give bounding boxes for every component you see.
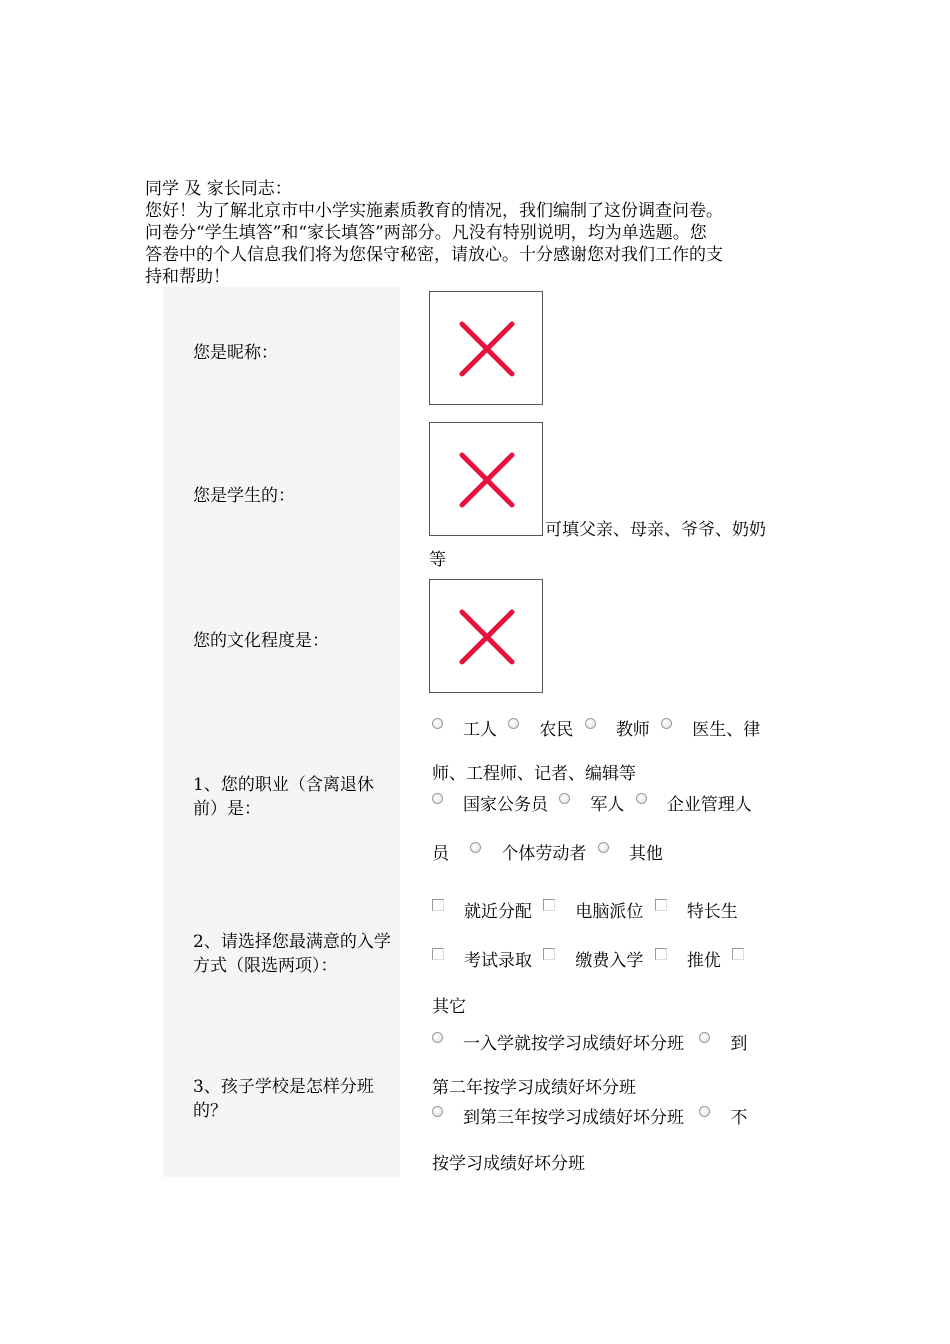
- q2-checkbox[interactable]: [543, 899, 555, 911]
- q3-option-label: 按学习成绩好坏分班: [432, 1154, 585, 1174]
- broken-image-icon: [459, 321, 515, 377]
- q2-options: [432, 897, 802, 1017]
- q3-option-label: 到第三年按学习成绩好坏分班: [463, 1108, 684, 1128]
- intro-line: 您好！为了解北京市中小学实施素质教育的情况，我们编制了这份调查问卷。: [145, 201, 723, 221]
- q1-option-label: 个体劳动者: [501, 844, 587, 864]
- q1-option-label: 国家公务员: [463, 795, 548, 815]
- q2-checkbox[interactable]: [432, 899, 444, 911]
- q3-radio[interactable]: [699, 1106, 710, 1117]
- q1-option-label: 农民: [539, 720, 574, 740]
- q1-option-label: 其他: [628, 844, 663, 864]
- q1-radio[interactable]: [661, 718, 672, 729]
- q2-option-label: 考试录取: [464, 951, 532, 971]
- q3-option-label: 第二年按学习成绩好坏分班: [432, 1078, 636, 1098]
- q2-checkbox[interactable]: [432, 948, 444, 960]
- q1-option-label: 企业管理人: [666, 795, 752, 815]
- q2-option-label: 其它: [432, 997, 466, 1017]
- q3-option-label: 不: [730, 1108, 748, 1128]
- broken-image-icon: [459, 452, 515, 508]
- q2-option-label: 特长生: [686, 902, 738, 922]
- q1-options: [432, 715, 802, 865]
- intro-line: 问卷分“学生填答”和“家长填答”两部分。凡没有特别说明，均为单选题。您: [145, 223, 707, 243]
- q2-checkbox[interactable]: [732, 948, 744, 960]
- q1-option-label: 师、工程师、记者、编辑等: [432, 764, 636, 784]
- intro-line: 持和帮助！: [145, 267, 230, 287]
- q1-radio[interactable]: [432, 793, 443, 804]
- q2-option-label: 就近分配: [464, 902, 532, 922]
- intro-line: 答卷中的个人信息我们将为您保守秘密，请放心。十分感谢您对我们工作的支: [145, 245, 723, 265]
- q2-checkbox[interactable]: [655, 899, 667, 911]
- q1-radio[interactable]: [470, 842, 481, 853]
- q3-radio[interactable]: [432, 1032, 443, 1043]
- education-input[interactable]: [429, 579, 543, 693]
- q1-option-label: 医生、律: [692, 720, 761, 740]
- q1-radio[interactable]: [432, 718, 443, 729]
- q3-label: 3、孩子学校是怎样分班的？: [193, 1077, 374, 1121]
- intro-text: [145, 178, 805, 288]
- q1-radio[interactable]: [585, 718, 596, 729]
- q1-radio[interactable]: [508, 718, 519, 729]
- education-label: 您的文化程度是：: [193, 631, 329, 651]
- relation-hint-cont: 等: [429, 550, 446, 570]
- q1-option-label: 工人: [463, 720, 497, 740]
- q2-checkbox[interactable]: [655, 948, 667, 960]
- label-column: [163, 287, 400, 1177]
- relation-label: 您是学生的：: [193, 486, 295, 506]
- q3-options: [432, 1029, 802, 1177]
- q1-option-label: 教师: [615, 720, 650, 740]
- q1-radio[interactable]: [636, 793, 647, 804]
- q1-option-label: 员: [432, 844, 449, 864]
- relation-input[interactable]: [429, 422, 543, 536]
- q2-option-label: 电脑派位: [575, 902, 644, 922]
- nickname-input[interactable]: [429, 291, 543, 405]
- q2-option-label: 缴费入学: [575, 951, 644, 971]
- broken-image-icon: [459, 609, 515, 665]
- survey-table: [163, 287, 803, 1177]
- q2-option-label: 推优: [686, 951, 721, 971]
- q1-radio[interactable]: [559, 793, 570, 804]
- answer-column: [429, 287, 803, 1177]
- q2-checkbox[interactable]: [543, 948, 555, 960]
- q1-radio[interactable]: [598, 842, 609, 853]
- q3-radio[interactable]: [699, 1032, 710, 1043]
- intro-line: 同学 及 家长同志：: [145, 179, 292, 199]
- q3-radio[interactable]: [432, 1106, 443, 1117]
- q2-label: 2、请选择您最满意的入学方式（限选两项）：: [193, 932, 391, 976]
- relation-hint: 可填父亲、母亲、爷爷、奶奶: [545, 520, 766, 540]
- q1-option-label: 军人: [590, 795, 625, 815]
- q3-option-label: 一入学就按学习成绩好坏分班: [463, 1034, 684, 1054]
- nickname-label: 您是昵称：: [193, 343, 278, 363]
- q3-option-label: 到: [730, 1034, 748, 1054]
- q1-label: 1、您的职业（含离退休前）是：: [193, 775, 374, 819]
